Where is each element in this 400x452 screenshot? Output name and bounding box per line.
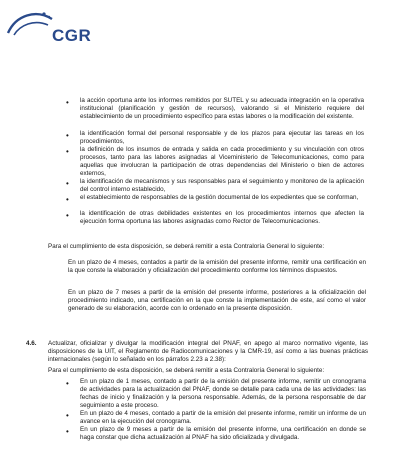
list-item: el establecimiento de responsables de la gestión documental de los expedientes que se conforman,: [80, 194, 359, 201]
list-item: En un plazo de 1 meses, contado a partir de la emisión del presente informe, remitir un cronograma de actividades para la actualización del PNAF, donde se detalle para cada una de las actividades: las fechas de inicio y finalización y la persona responsable. Además, de la persona responsable de dar seguimiento a este proceso.: [80, 378, 366, 410]
bullet-icon: •: [66, 179, 69, 188]
list-item: En un plazo de 9 meses a partir de la emisión del presente informe, una certificación en donde se haga constar que dicha actualización al PNAF ha sido oficializada y divulgada.: [80, 426, 366, 442]
logo-text: CGR: [52, 26, 92, 45]
list-item: la identificación formal del personal responsable y de los plazos para ejecutar las tareas en los procedimientos,: [80, 130, 364, 146]
cgr-logo-icon: [6, 5, 56, 45]
bullet-icon: •: [66, 98, 69, 107]
bullet-icon: •: [66, 211, 69, 220]
bullet-icon: •: [66, 195, 69, 204]
sub-paragraph: En un plazo de 7 meses a partir de la emisión del presente informe, posteriores a la oficialización del procedimiento indicado, una certificación en la que conste la implementación de este, así como el valor generado de su elaboración, acorde con lo ordenado en la presente disposición.: [68, 289, 366, 313]
paragraph-intro: Para el cumplimiento de esta disposición, se deberá remitir a esta Contraloría General lo siguiente:: [48, 367, 325, 374]
sub-paragraph: En un plazo de 4 meses, contados a partir de la emisión del presente informe, remitir una certificación en la que conste la elaboración y oficialización del procedimiento conforme los términos dispuestos.: [68, 259, 366, 275]
bullet-icon: •: [66, 131, 69, 140]
section-number: 4.6.: [26, 340, 37, 347]
list-item: la acción oportuna ante los informes remitidos por SUTEL y su adecuada integración en la operativa institucional (planificación y gestión de recursos), valorando si el Ministerio requiere del establecimiento de un procedimiento específico para estas labores o la modificación del existente.: [80, 97, 364, 121]
list-item: la identificación de mecanismos y sus responsables para el seguimiento y monitoreo de la aplicación del control interno establecido,: [80, 178, 364, 194]
bullet-icon: •: [66, 411, 69, 420]
bullet-icon: •: [66, 379, 69, 388]
list-item: la definición de los insumos de entrada y salida en cada procedimiento y su vinculación con otros procesos, tanto para las labores asignadas al Viceministerio de Telecomunicaciones, como para aquellas que involucran la participación de otras dependencias del Ministerio o bien de actores externos,: [80, 146, 364, 178]
bullet-icon: •: [66, 427, 69, 436]
page-header: [0, 0, 400, 50]
list-item: En un plazo de 4 meses, contado a partir de la emisión del presente informe, remitir un informe de un avance en la ejecución del cronograma.: [80, 410, 366, 426]
bullet-icon: •: [66, 147, 69, 156]
list-item: la identificación de otras debilidades existentes en los procedimientos internos que afecten la ejecución forma oportuna las labores asignadas como Rector de Telecomunicaciones.: [80, 210, 364, 226]
section-text: Actualizar, oficializar y divulgar la modificación integral del PNAF, en apego al marco normativo vigente, las disposiciones de la UIT, el Reglamento de Radiocomunicaciones y la CMR-19, así como a las buenas prácticas internacionales (según lo señalado en los párrafos 2.23 a 2.38):: [48, 340, 368, 364]
paragraph-intro: Para el cumplimiento de esta disposición, se deberá remitir a esta Contraloría General lo siguiente:: [48, 243, 325, 250]
